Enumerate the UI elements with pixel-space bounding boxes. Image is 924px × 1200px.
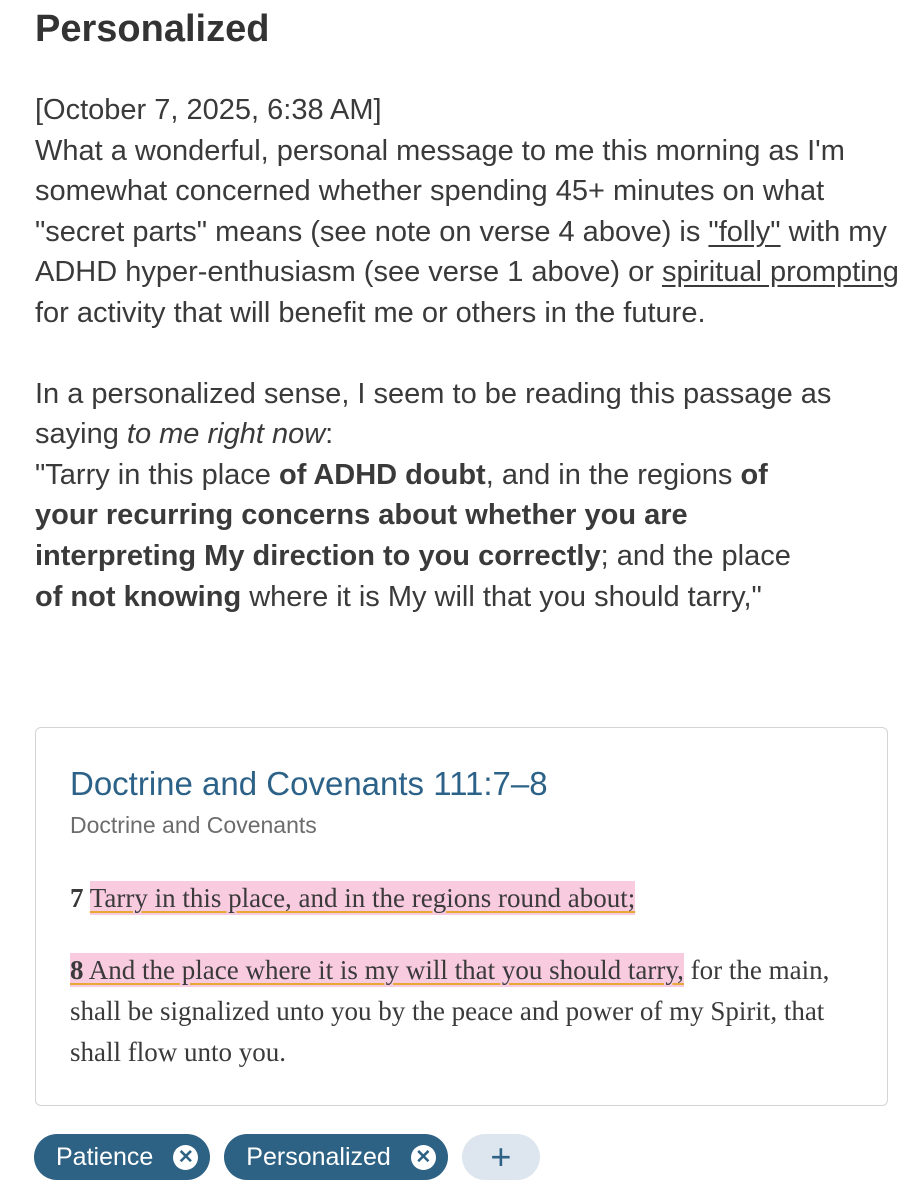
verse-8-highlight <box>70 953 684 987</box>
tag-label: Personalized <box>246 1142 391 1171</box>
personalized-quote <box>35 455 825 617</box>
scripture-verses <box>70 878 860 1073</box>
quote-part-2: , and in the regions <box>485 458 741 491</box>
p1-text-b: with my ADHD hyper-enthusiasm (see verse 1 above) or <box>35 215 887 289</box>
verse-8-rest: for the main, shall be signalized unto you by the peace and power of my Spirit, that shall flow unto you. <box>70 955 830 1067</box>
remove-tag-icon[interactable]: ✕ <box>411 1145 436 1170</box>
verse-7-highlight: Tarry in this place, and in the regions round about; <box>89 883 636 913</box>
p1-text-a: What a wonderful, personal message to me this morning as I'm somewhat concerned whether spending 45+ minutes on what "secret parts" means (see note on verse 4 above) is <box>35 134 845 248</box>
note-timestamp: [October 7, 2025, 6:38 AM] <box>35 94 382 126</box>
quote-part-3: ; and the place <box>600 539 791 572</box>
quote-part-4: where it is My will that you should tarry," <box>241 580 762 613</box>
add-tag-button[interactable]: + <box>462 1134 540 1180</box>
scripture-reference-link[interactable]: Doctrine and Covenants 111:7–8 <box>70 765 548 802</box>
page-title: Personalized <box>35 8 270 50</box>
quote-bold-1: of ADHD doubt <box>279 458 486 491</box>
tag-patience[interactable] <box>34 1134 210 1180</box>
remove-tag-icon[interactable]: ✕ <box>173 1145 198 1170</box>
spiritual-prompting-underlined-text: spiritual prompting <box>661 256 899 289</box>
scripture-card[interactable] <box>35 727 888 1106</box>
folly-underlined-text: "folly" <box>708 215 781 248</box>
note-paragraph-2 <box>35 374 905 455</box>
tag-personalized[interactable] <box>224 1134 448 1180</box>
verse-7[interactable] <box>70 878 860 919</box>
tag-bar <box>34 1134 540 1180</box>
verse-7-number: 7 <box>70 883 84 913</box>
scripture-book-label: Doctrine and Covenants <box>70 812 317 838</box>
p2-emphasis: to me right now <box>126 418 326 451</box>
p2-text-b: : <box>325 418 334 451</box>
p1-text-c: for activity that will benefit me or others in the future. <box>35 296 706 329</box>
paragraph-gap <box>35 334 905 374</box>
note-paragraph-1 <box>35 131 905 334</box>
verse-8[interactable] <box>70 950 860 1073</box>
verse-8-highlight-text: And the place where it is my will that you should tarry, <box>88 955 684 985</box>
note-body[interactable] <box>35 90 905 617</box>
quote-part-1: "Tarry in this place <box>35 458 279 491</box>
tag-label: Patience <box>56 1142 154 1171</box>
quote-bold-2: of your recurring concerns about whether you are interpreting My direction to you correctly <box>35 458 768 572</box>
p2-text-a: In a personalized sense, I seem to be reading this passage as saying <box>35 377 832 451</box>
verse-8-number: 8 <box>70 955 84 985</box>
quote-bold-3: of not knowing <box>35 580 242 613</box>
